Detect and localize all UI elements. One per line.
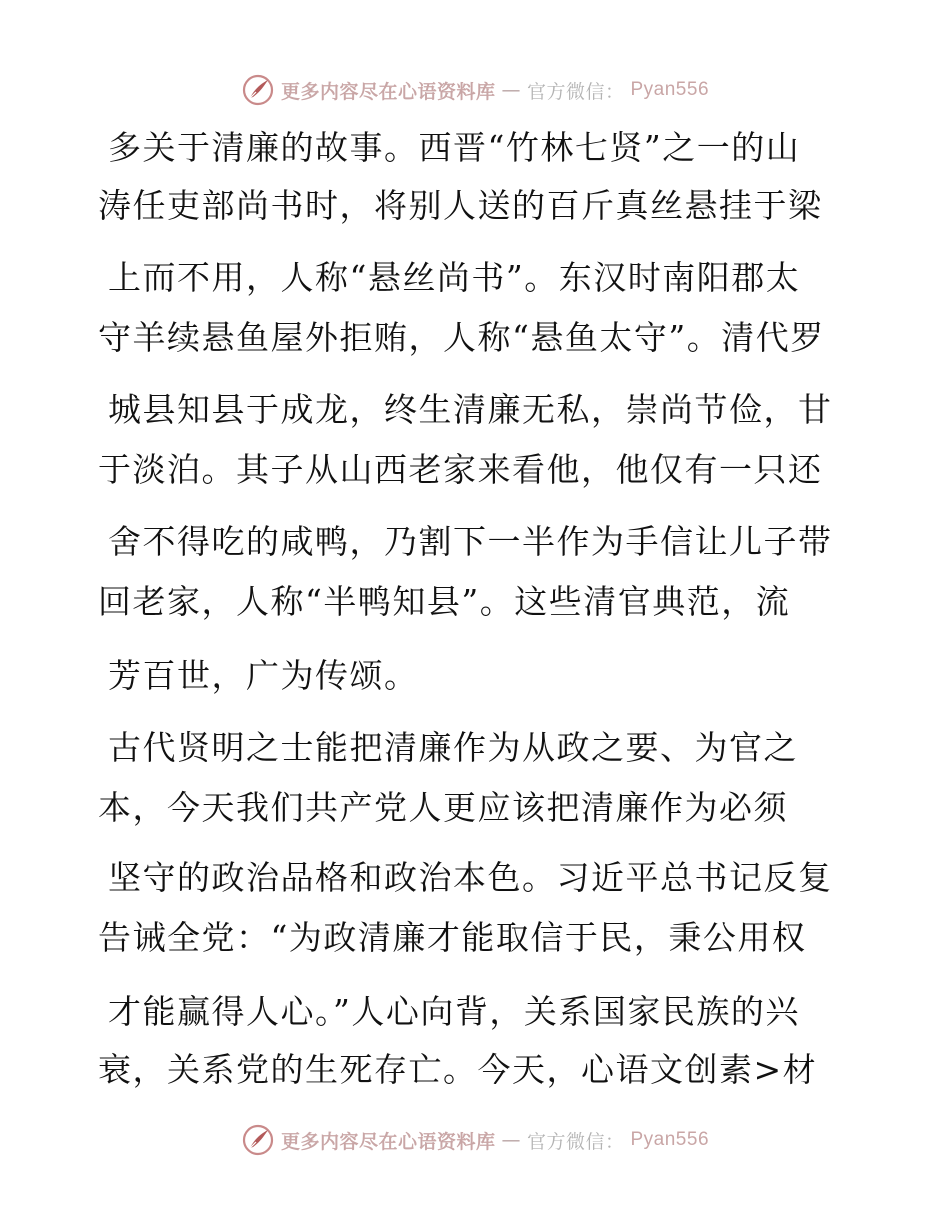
text-line: 于淡泊。其子从山西老家来看他，他仅有一只还 — [98, 450, 823, 489]
banner-wechat-id: Pyan556 — [630, 79, 710, 100]
banner-wechat-id: Pyan556 — [630, 1129, 710, 1150]
text-line: 城县知县于成龙，终生清廉无私，崇尚节俭，甘 — [108, 390, 833, 429]
banner-main-text: 更多内容尽在心语资料库 — [280, 80, 496, 103]
text-line: 守羊续悬鱼屋外拒贿，人称“悬鱼太守”。清代罗 — [98, 318, 825, 357]
text-line: 回老家，人称“半鸭知县”。这些清官典范，流 — [98, 582, 791, 621]
text-line: 本，今天我们共产党人更应该把清廉作为必须 — [98, 788, 788, 827]
footer-watermark — [0, 1120, 950, 1160]
text-line: 坚守的政治品格和政治本色。习近平总书记反复 — [108, 858, 833, 897]
text-line: 舍不得吃的咸鸭，乃割下一半作为手信让儿子带 — [108, 522, 833, 561]
text-line: 涛任吏部尚书时，将别人送的百斤真丝悬挂于梁 — [98, 186, 823, 225]
text-line: 才能赢得人心。”人心向背，关系国家民族的兴 — [108, 992, 800, 1031]
text-line: 告诫全党：“为政清廉才能取信于民，秉公用权 — [98, 918, 807, 957]
text-line: 衰，关系党的生死存亡。今天，心语文创素>材 — [98, 1050, 818, 1089]
text-line: 古代贤明之士能把清廉作为从政之要、为官之 — [108, 728, 798, 767]
banner-label: 官方微信： — [526, 80, 625, 103]
banner-main-text: 更多内容尽在心语资料库 — [280, 1130, 496, 1153]
text-line: 上而不用，人称“悬丝尚书”。东汉时南阳郡太 — [108, 258, 801, 297]
banner-dash: — — [501, 79, 521, 101]
quill-logo-icon — [241, 1123, 275, 1157]
text-line: 芳百世，广为传颂。 — [108, 656, 419, 695]
banner-dash: — — [501, 1129, 521, 1151]
banner-label: 官方微信： — [526, 1130, 625, 1153]
text-line: 多关于清廉的故事。西晋“竹林七贤”之一的山 — [108, 128, 801, 167]
